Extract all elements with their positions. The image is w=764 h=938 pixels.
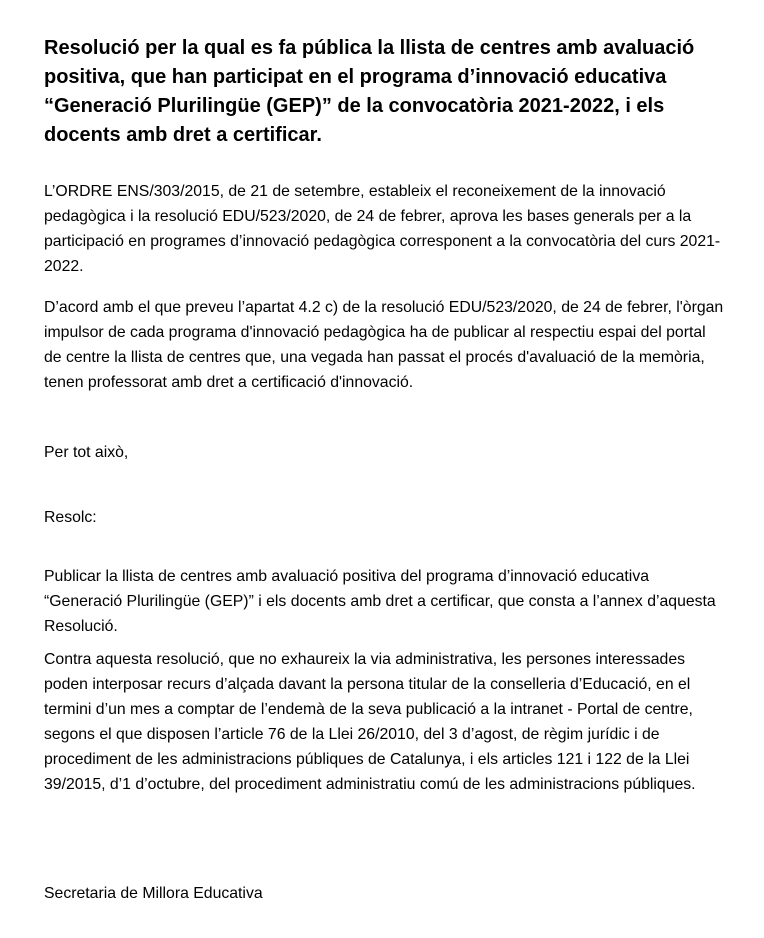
paragraph-resolve: Resolc:: [44, 509, 97, 526]
paragraph-appeal: Contra aquesta resolució, que no exhaureix la via administrativa, les persones interessades poden interposar recurs d’alçada davant la persona titular de la conselleria d’Educació, en el termini d’un mes a comptar de l’endemà de la seva publicació a la intranet - Portal de centre, segons el que disposen l’article 76 de la Llei 26/2010, del 3 d’agost, de règim jurídic i de procediment de les administracions públiques de Catalunya, i els articles 121 i 122 de la Llei 39/2015, d’1 d’octubre, del procediment administratiu comú de les administracions públiques.: [44, 651, 696, 793]
signature-line: Secretaria de Millora Educativa: [44, 885, 263, 902]
paragraph-publication-duty: D’acord amb el que preveu l’apartat 4.2 c) de la resolució EDU/523/2020, de 24 de febrer, l'òrgan impulsor de cada programa d'innovació pedagògica ha de publicar al respectiu espai del portal de centre la llista de centres que, una vegada han passat el procés d'avaluació de la memòria, tenen professorat amb dret a certificació d'innovació.: [44, 299, 724, 391]
paragraph-legal-basis: L’ORDRE ENS/303/2015, de 21 de setembre, estableix el reconeixement de la innovació pedagògica i la resolució EDU/523/2020, de 24 de febrer, aprova les bases generals per a la participació en programes d’innovació pedagògica corresponent a la convocatòria del curs 2021-2022.: [44, 183, 721, 275]
paragraph-resolution: Publicar la llista de centres amb avaluació positiva del programa d’innovació educativa “Generació Plurilingüe (GEP)” i els docents amb dret a certificar, que consta a l’annex d’aquesta Resolució.: [44, 568, 716, 635]
document-title: Resolució per la qual es fa pública la llista de centres amb avaluació positiva, que han participat en el programa d’innovació educativa “Generació Plurilingüe (GEP)” de la convocatòria 2021-2022, i els docents amb dret a certificar.: [44, 37, 695, 146]
paragraph-therefore: Per tot això,: [44, 444, 129, 461]
